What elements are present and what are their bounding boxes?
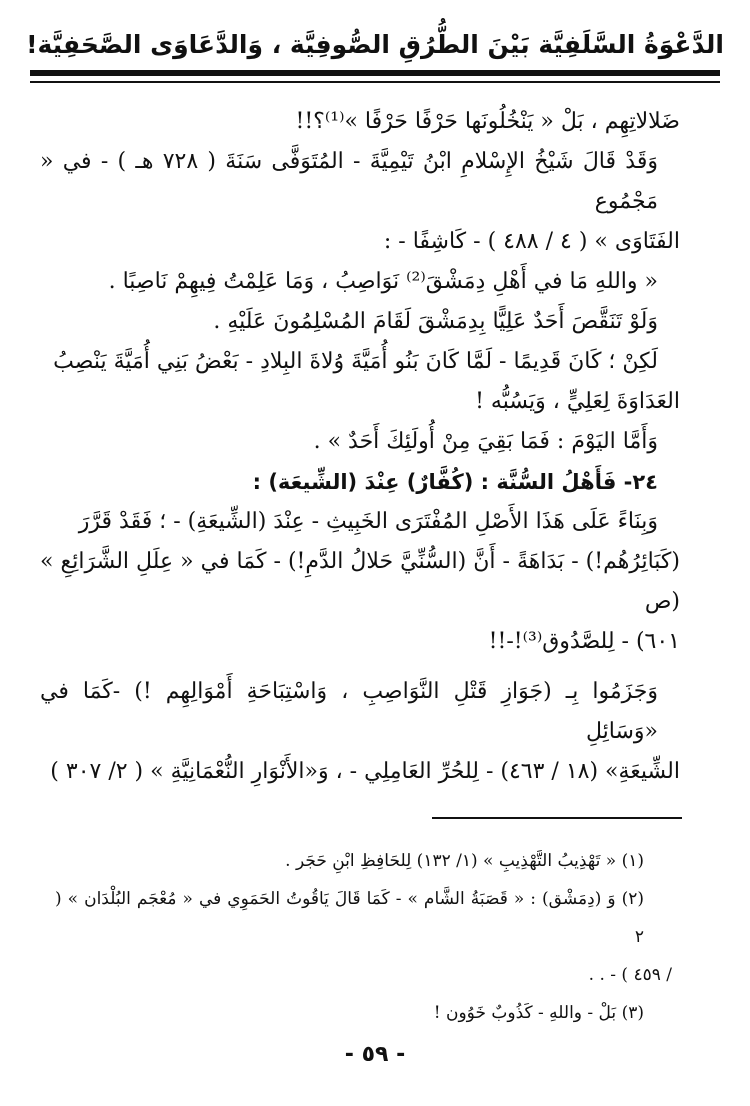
header-rule-thick — [30, 70, 720, 76]
main-text — [40, 102, 680, 792]
text-line: (كَبَائِرُهُم!) - بَدَاهَةً - أَنَّ (السُّنِّيَّ حَلالُ الدَّمِ!) - كَمَا في « عِلَلِ الشَّرَائِعِ » (ص — [40, 549, 680, 614]
quote-line: « واللهِ مَا في أَهْلِ دِمَشْقَ⁽²⁾ نَوَاصِبُ ، وَمَا عَلِمْتُ فِيهِمْ نَاصِبًا . — [108, 269, 658, 294]
quote-line: وَلَوْ تَنَقَّصَ أَحَدٌ عَلِيًّا بِدِمَشْقَ لَقَامَ المُسْلِمُونَ عَلَيْهِ . — [213, 309, 658, 334]
section-heading: ٢٤- فَأَهْلُ السُّنَّة : (كُفَّارٌ) عِنْدَ (الشِّيعَة) : — [252, 470, 658, 494]
footnote-separator — [432, 817, 682, 819]
footnote-3: (٣) بَلْ - واللهِ - كَذُوبٌ خَوُون ! — [433, 1003, 644, 1023]
footnote-2-continued: / ٤٥٩ ) - . . — [588, 965, 672, 985]
running-header — [26, 18, 724, 70]
footnote-1: (١) « تَهْذِيبُ التَّهْذِيبِ » (١/ ١٣٢) لِلحَافِظِ ابْنِ حَجَر . — [285, 851, 644, 871]
quote-line: وَأَمَّا اليَوْمَ : فَمَا بَقِيَ مِنْ أُولَئِكَ أَحَدٌ » . — [313, 429, 658, 454]
book-title: الدَّعْوَةُ السَّلَفِيَّة بَيْنَ الطُّرُقِ الصُّوفِيَّة ، وَالدَّعَاوَى الصَّحَفِيَّة! — [26, 29, 724, 59]
footnotes — [55, 842, 672, 1032]
text-line: وَقَدْ قَالَ شَيْخُ الإِسْلامِ ابْنُ تَيْمِيَّةَ - المُتَوَفَّى سَنَةَ ( ٧٢٨ هـ ) - في « مَجْمُوع — [40, 149, 658, 214]
text-line: وَبِنَاءً عَلَى هَذَا الأَصْلِ المُفْتَرَى الخَبِيثِ - عِنْدَ (الشِّيعَةِ) - ؛ فَقَدْ قَرَّرَ — [78, 509, 658, 534]
page-number: - ٥٩ - — [344, 1042, 406, 1067]
text-line: ٦٠١) - لِلصَّدُوق⁽³⁾!-!! — [488, 629, 680, 654]
quote-line: لَكِنْ ؛ كَانَ قَدِيمًا - لَمَّا كَانَ بَنُو أُمَيَّةَ وُلاةَ البِلادِ - بَعْضُ بَنِي أُمَيَّةَ يَنْصِبُ — [53, 349, 658, 374]
quote-line: العَدَاوَةَ لِعَلِيٍّ ، وَيَسُبُّه ! — [475, 389, 680, 414]
footnote-2: (٢) وَ (دِمَشْق) : « قَصَبَةُ الشَّام » - كَمَا قَالَ يَاقُوتُ الحَمَوِي في « مُعْجَم البُلْدَان » ( ٢ — [55, 889, 644, 947]
header-rule-thin — [30, 81, 720, 83]
text-line: الشِّيعَةِ» (١٨ / ٤٦٣) - لِلحُرِّ العَامِلِي - ، وَ«الأَنْوَارِ النُّعْمَانِيَّةِ » ( ٢/ ٣٠٧ ) — [50, 759, 680, 784]
text-line: الفَتَاوَى » ( ٤ / ٤٨٨ ) - كَاشِفًا - : — [383, 229, 680, 254]
paragraph-gap — [40, 662, 680, 672]
text-line: وَجَزَمُوا بِـ (جَوَازِ قَتْلِ النَّوَاصِبِ ، وَاسْتِبَاحَةِ أَمْوَالِهِم !) -كَمَا في «وَسَائِلِ — [40, 679, 658, 744]
text-line: ضَلالاتِهِم ، بَلْ « يَنْخُلُونَها حَرْفًا حَرْفًا »⁽¹⁾؟!! — [295, 109, 680, 134]
